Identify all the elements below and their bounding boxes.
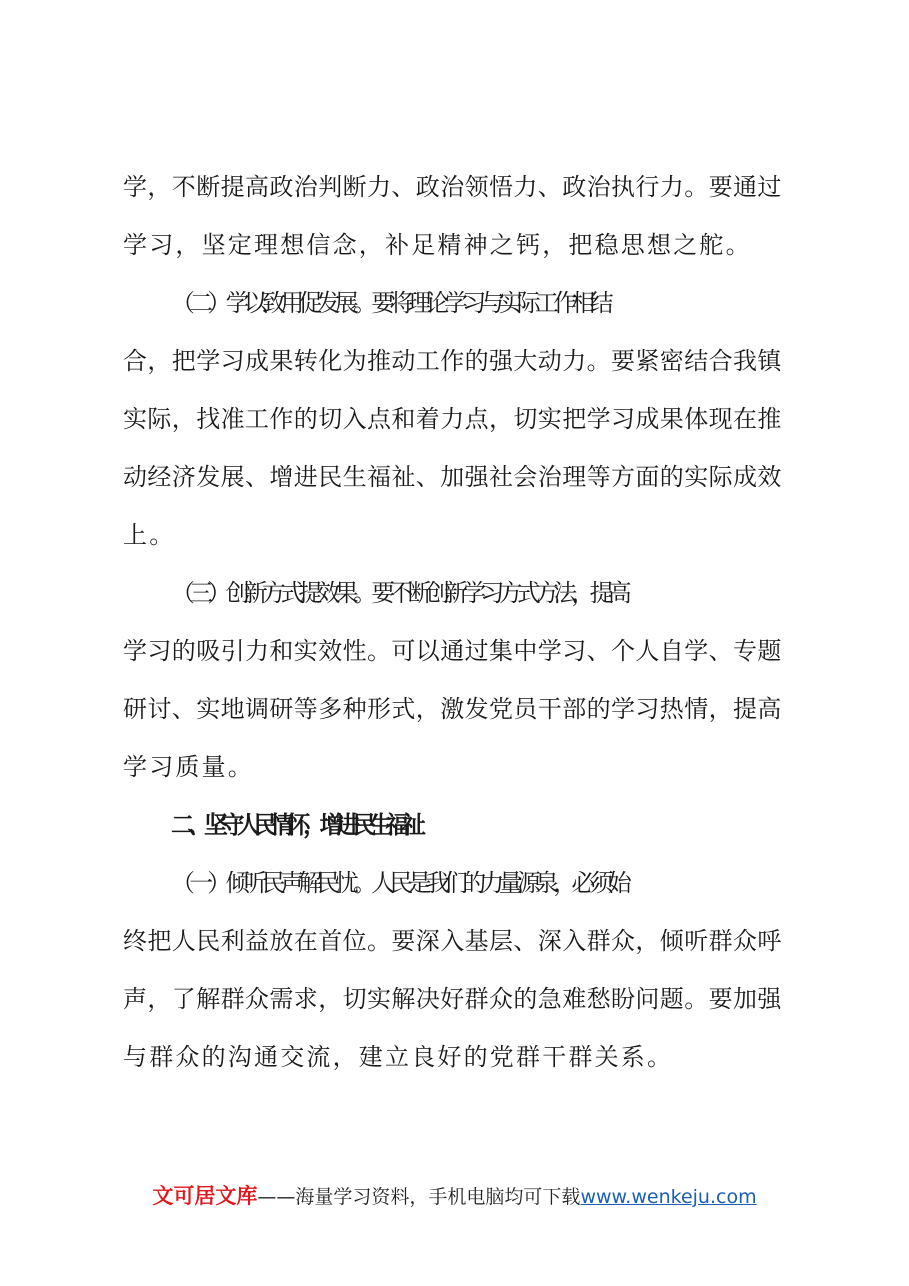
paragraph-line: （二）学以致用促发展。要将理论学习与实际工作相结 bbox=[171, 289, 608, 317]
paragraph-line: 学习的吸引力和实效性。可以通过集中学习、个人自学、专题 bbox=[123, 637, 782, 665]
paragraph-line: 与群众的沟通交流，建立良好的党群干群关系。 bbox=[123, 1043, 674, 1071]
footer-brand: 文可居文库 bbox=[152, 1184, 258, 1208]
footer-url-link[interactable]: www.wenkeju.com bbox=[580, 1186, 757, 1208]
section-heading: 二、坚守人民情怀，增进民生福祉 bbox=[171, 811, 419, 839]
paragraph-line: 实际，找准工作的切入点和着力点，切实把学习成果体现在推 bbox=[123, 405, 782, 433]
paragraph-line: 合，把学习成果转化为推动工作的强大动力。要紧密结合我镇 bbox=[123, 347, 782, 375]
paragraph-line: 研讨、实地调研等多种形式，激发党员干部的学习热情，提高 bbox=[123, 695, 782, 723]
footer-slogan: ——海量学习资料，手机电脑均可下载 bbox=[257, 1186, 581, 1208]
paragraph-line: 上。 bbox=[123, 521, 176, 549]
paragraph-line: （三）创新方式提效果。要不断创新学习方式方法，提高 bbox=[171, 579, 626, 607]
paragraph-line: 终把人民利益放在首位。要深入基层、深入群众，倾听群众呼 bbox=[123, 927, 782, 955]
paragraph-line: 声，了解群众需求，切实解决好群众的急难愁盼问题。要加强 bbox=[123, 985, 782, 1013]
paragraph-line: 动经济发展、增进民生福祉、加强社会治理等方面的实际成效 bbox=[123, 463, 782, 491]
paragraph-line: 学习质量。 bbox=[123, 753, 254, 781]
paragraph-line: （一）倾听民声解民忧。人民是我们的力量源泉，必须始 bbox=[171, 869, 626, 897]
footer-banner bbox=[0, 1182, 909, 1211]
paragraph-line: 学习，坚定理想信念，补足精神之钙，把稳思想之舵。 bbox=[123, 231, 752, 259]
paragraph-line: 学，不断提高政治判断力、政治领悟力、政治执行力。要通过 bbox=[123, 173, 782, 201]
document-body bbox=[123, 158, 785, 1086]
